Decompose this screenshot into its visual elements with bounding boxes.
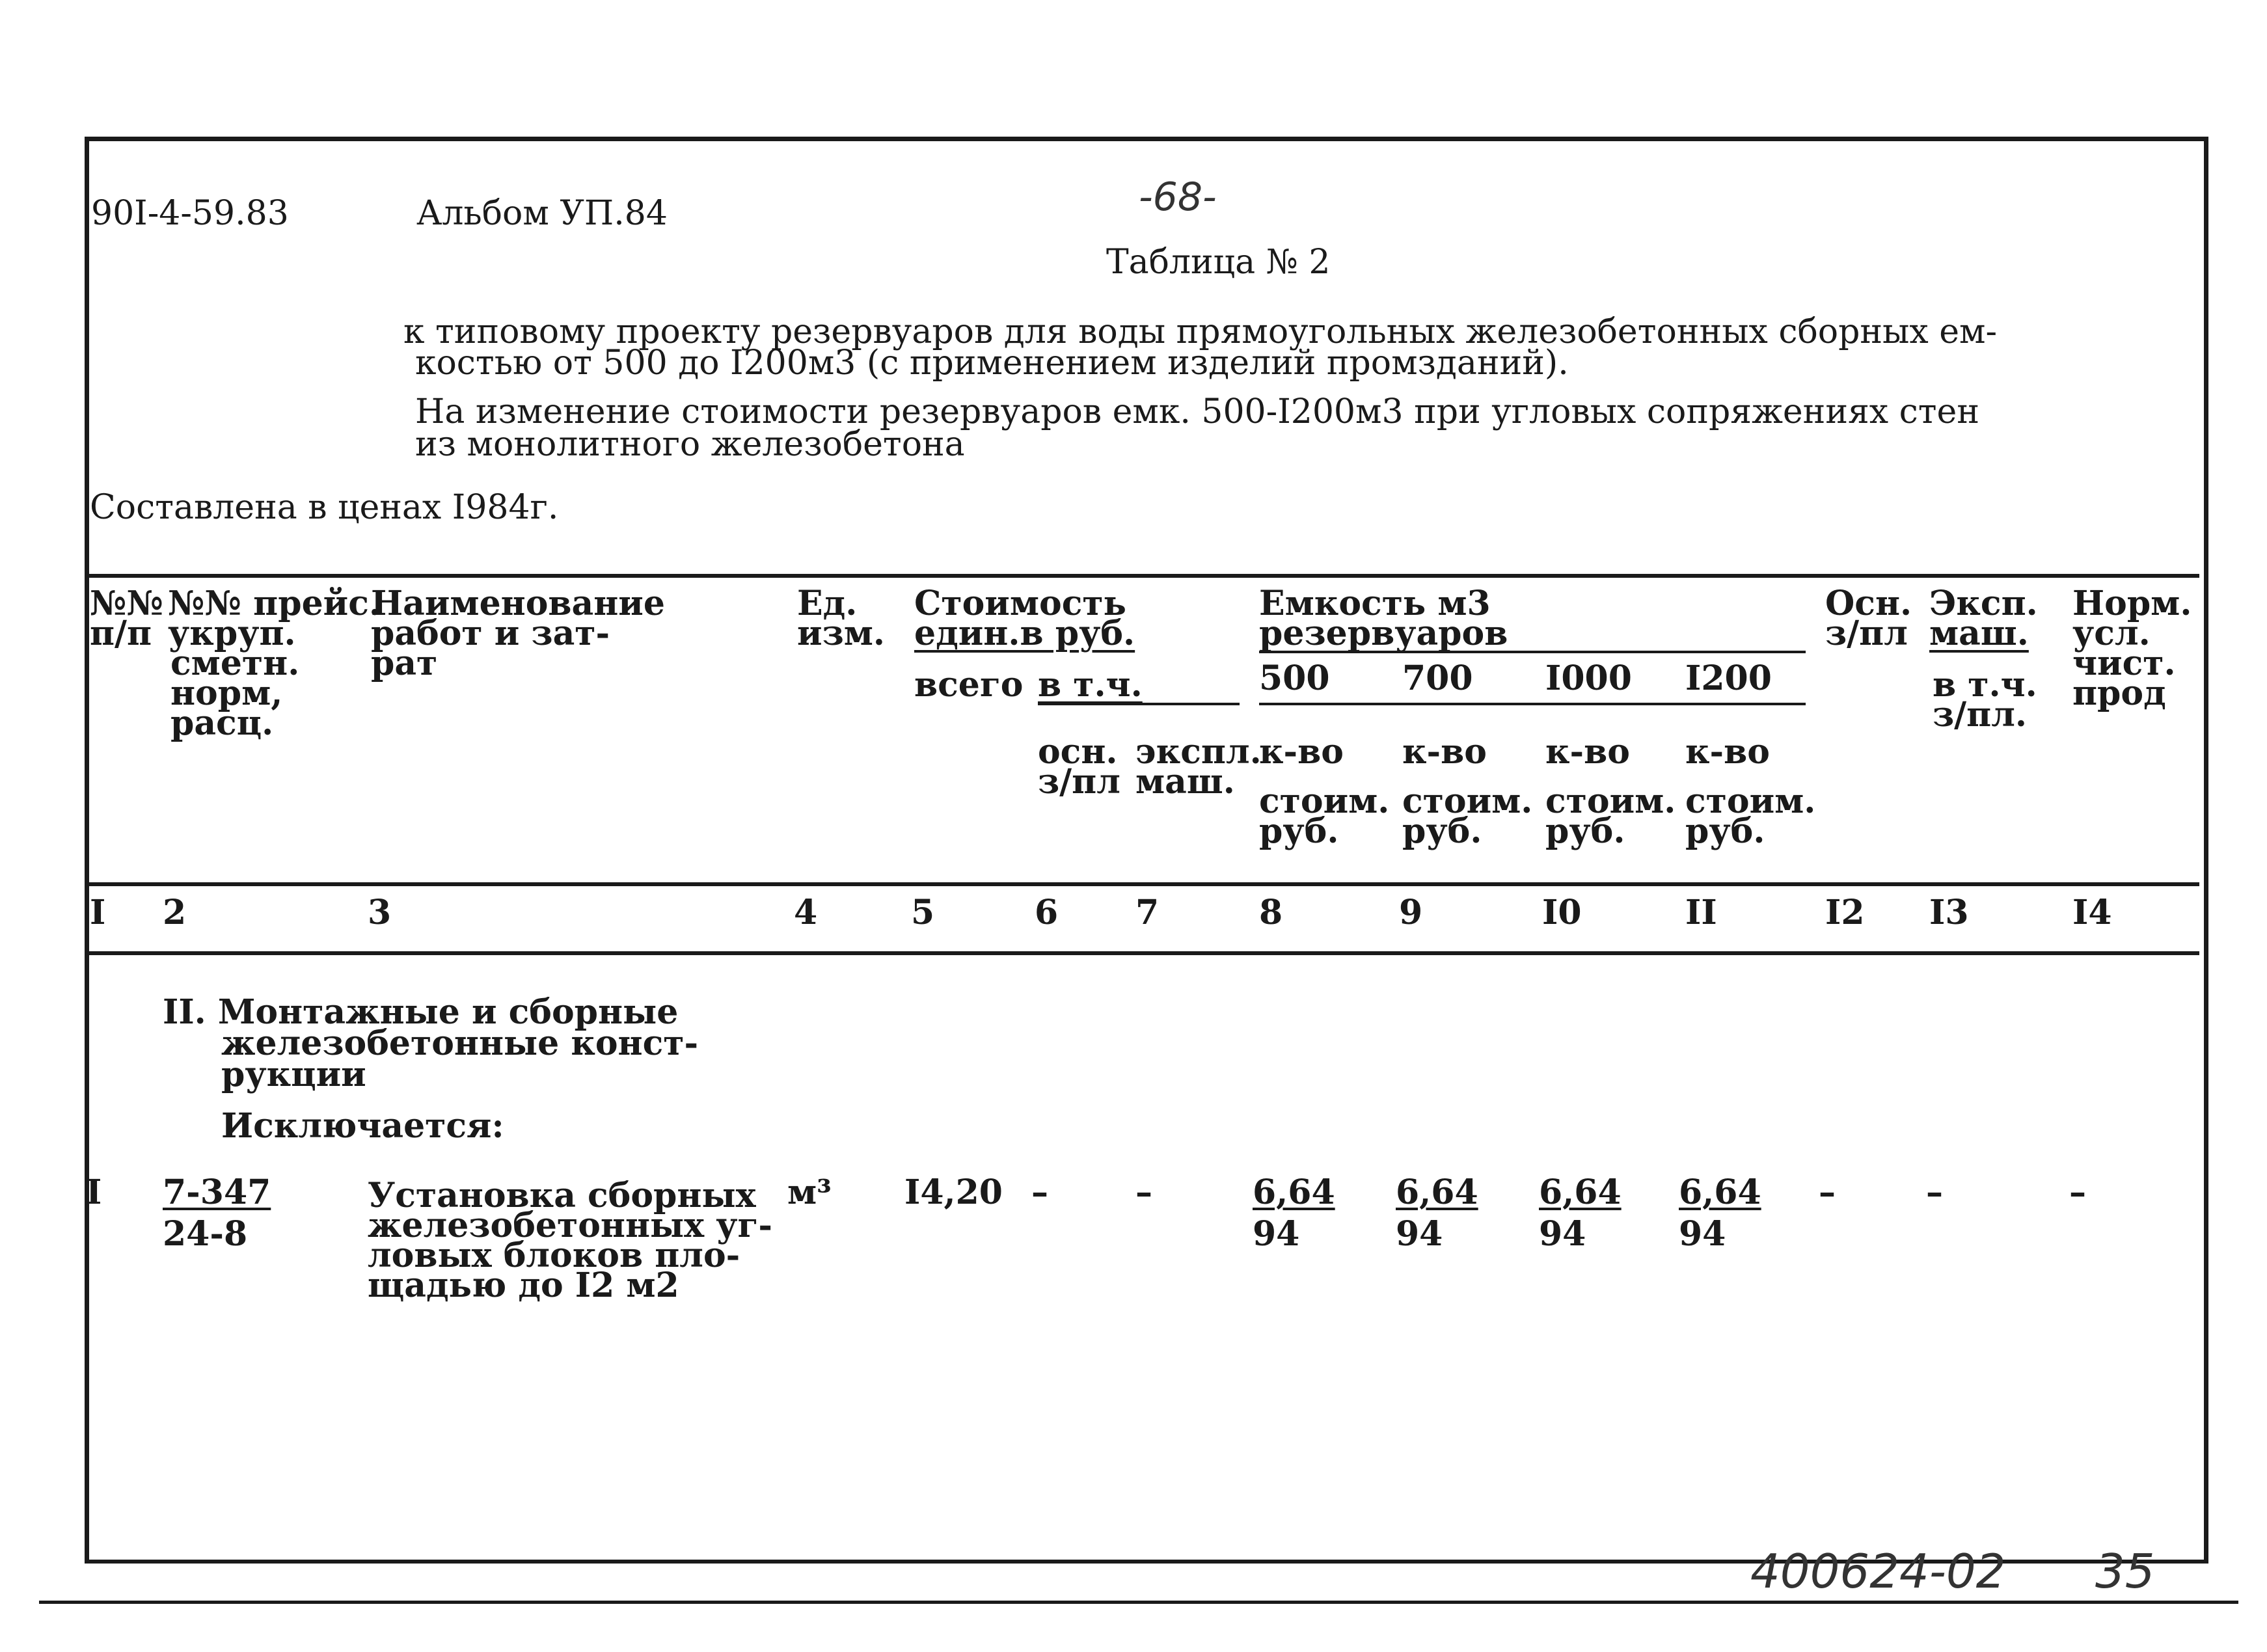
price-ref-bottom: 24-8 xyxy=(163,1214,248,1254)
col-3-header-line: Наименование xyxy=(371,584,665,623)
cost-eksp-header: экспл. xyxy=(1135,732,1262,772)
colnum: 2 xyxy=(163,893,187,932)
cap-sub-rub: руб. xyxy=(1545,811,1625,851)
capacity-500-header: 500 xyxy=(1259,658,1330,698)
table-top-rule xyxy=(88,574,2199,578)
cap-500-qty: 6,64 xyxy=(1253,1172,1335,1212)
cost-total-header: всего xyxy=(914,665,1024,705)
col-14-header-line: Норм. xyxy=(2072,584,2192,623)
cap-sub-rub: руб. xyxy=(1259,811,1339,851)
album-label: Альбом УП.84 xyxy=(416,194,668,233)
colnum: I xyxy=(90,893,106,932)
cap-1200-cell xyxy=(1679,1174,1761,1253)
col-13-header-line: в т.ч. xyxy=(1933,665,2037,705)
work-name-line: ловых блоков пло- xyxy=(368,1236,740,1275)
cap-sub-rub: руб. xyxy=(1685,811,1765,851)
cost-incl-header: в т.ч. xyxy=(1038,665,1143,705)
colnum: I2 xyxy=(1825,893,1865,932)
col-4-header-line: Ед. xyxy=(797,584,858,623)
colnum: 5 xyxy=(911,893,935,932)
colnum: 6 xyxy=(1035,893,1059,932)
colnum: I4 xyxy=(2072,893,2112,932)
col-14-header-line: усл. xyxy=(2072,614,2151,653)
col-13-header-line: маш. xyxy=(1929,614,2029,653)
intro-line-3: На изменение стоимости резервуаров емк. 500-I200м3 при угловых сопряжениях стен xyxy=(415,392,1979,431)
col-13-header-line: Эксп. xyxy=(1929,584,2038,623)
col-13-value: – xyxy=(1926,1172,1943,1212)
col-1-header-line: №№ xyxy=(90,584,164,623)
cap-sub-cost: стоим. xyxy=(1685,781,1816,821)
capacity-values-rule xyxy=(1259,703,1806,705)
colnum: I0 xyxy=(1542,893,1582,932)
capacity-group-rule xyxy=(1259,651,1806,653)
cap-sub-rub: руб. xyxy=(1402,811,1482,851)
intro-line-1: к типовому проекту резервуаров для воды прямоугольных железобетонных сборных ем- xyxy=(403,312,1998,351)
table-title: Таблица № 2 xyxy=(1106,243,1331,282)
col-4-header-line: изм. xyxy=(797,614,886,653)
cap-sub-cost: стоим. xyxy=(1402,781,1533,821)
colnum: 3 xyxy=(368,893,392,932)
cost-osn: – xyxy=(1031,1172,1048,1212)
cap-1000-qty: 6,64 xyxy=(1539,1172,1622,1212)
section-title-line: II. Монтажные и сборные xyxy=(163,992,679,1032)
section-title-line: рукции xyxy=(221,1055,366,1094)
colnum: 8 xyxy=(1259,893,1283,932)
col-14-header-line: прод xyxy=(2072,673,2166,713)
cap-700-qty: 6,64 xyxy=(1396,1172,1478,1212)
col-12-value: – xyxy=(1819,1172,1836,1212)
cap-1000-cell xyxy=(1539,1174,1622,1253)
col-12-header-line: Осн. xyxy=(1825,584,1912,623)
col-2-header-line: №№ прейс. xyxy=(168,584,381,623)
page-number: -68- xyxy=(1139,174,1217,220)
intro-line-2: костью от 500 до I200м3 (с применением изделий промзданий). xyxy=(415,344,1569,383)
col-3-header-line: рат xyxy=(371,643,438,683)
cap-700-cell xyxy=(1396,1174,1478,1253)
header-bottom-rule xyxy=(88,882,2199,886)
col-14-header-line: чист. xyxy=(2072,643,2176,683)
colnum: 4 xyxy=(794,893,818,932)
capacity-700-header: 700 xyxy=(1402,658,1473,698)
cap-sub-cost: стоим. xyxy=(1259,781,1390,821)
unit: м³ xyxy=(787,1172,832,1212)
capacity-group-line: резервуаров xyxy=(1259,614,1508,653)
prices-note: Составлена в ценах I984г. xyxy=(90,488,559,527)
cost-osn-header: з/пл xyxy=(1038,762,1120,802)
col-2-header-line: сметн. xyxy=(170,643,300,683)
capacity-group-line: Емкость м3 xyxy=(1259,584,1491,623)
price-ref xyxy=(163,1174,271,1253)
cap-sub-qty: к-во xyxy=(1685,732,1770,772)
section-title-line: железобетонные конст- xyxy=(221,1023,699,1063)
cap-sub-cost: стоим. xyxy=(1545,781,1676,821)
cap-sub-qty: к-во xyxy=(1545,732,1630,772)
col-2-header-line: расц. xyxy=(170,703,274,743)
sheet-number: 35 xyxy=(2095,1544,2155,1599)
cost-total: I4,20 xyxy=(904,1172,1003,1212)
cost-group-line: Стоимость xyxy=(914,584,1126,623)
col-12-header-line: з/пл xyxy=(1825,614,1908,653)
cap-sub-qty: к-во xyxy=(1259,732,1344,772)
col-14-value: – xyxy=(2069,1172,2086,1212)
col-3-header-line: работ и зат- xyxy=(371,614,610,653)
cap-700-cost: 94 xyxy=(1396,1214,1443,1254)
col-2-header-line: норм, xyxy=(170,673,283,713)
col-1-header-line: п/п xyxy=(90,614,152,653)
capacity-1000-header: I000 xyxy=(1545,658,1632,698)
cap-1200-qty: 6,64 xyxy=(1679,1172,1761,1212)
excluded-label: Исключается: xyxy=(221,1106,504,1146)
capacity-1200-header: I200 xyxy=(1685,658,1772,698)
work-name-line: Установка сборных xyxy=(368,1176,756,1215)
colnum: I3 xyxy=(1929,893,1969,932)
cost-osn-header: осн. xyxy=(1038,732,1118,772)
price-ref-top: 7-347 xyxy=(163,1172,271,1212)
handwritten-code: 400624-02 xyxy=(1750,1544,2006,1599)
numbers-bottom-rule xyxy=(88,951,2199,955)
colnum: 9 xyxy=(1399,893,1423,932)
cap-1200-cost: 94 xyxy=(1679,1214,1726,1254)
page-bottom-line xyxy=(39,1601,2238,1604)
cap-500-cost: 94 xyxy=(1253,1214,1300,1254)
cost-incl-rule xyxy=(1038,703,1240,705)
colnum: II xyxy=(1685,893,1717,932)
doc-code: 90I-4-59.83 xyxy=(91,194,289,233)
intro-line-4: из монолитного железобетона xyxy=(415,425,965,464)
cap-1000-cost: 94 xyxy=(1539,1214,1586,1254)
cap-500-cell xyxy=(1253,1174,1335,1253)
col-2-header-line: укруп. xyxy=(168,614,296,653)
col-13-header-line: з/пл. xyxy=(1933,695,2028,735)
cost-eksp: – xyxy=(1135,1172,1152,1212)
work-name-line: железобетонных уг- xyxy=(368,1206,772,1245)
cap-sub-qty: к-во xyxy=(1402,732,1487,772)
work-name-line: щадью до I2 м2 xyxy=(368,1266,679,1305)
cost-eksp-header: маш. xyxy=(1135,762,1235,802)
colnum: 7 xyxy=(1135,893,1160,932)
row-number: I xyxy=(86,1172,102,1212)
cost-group-line: един.в руб. xyxy=(914,614,1135,653)
